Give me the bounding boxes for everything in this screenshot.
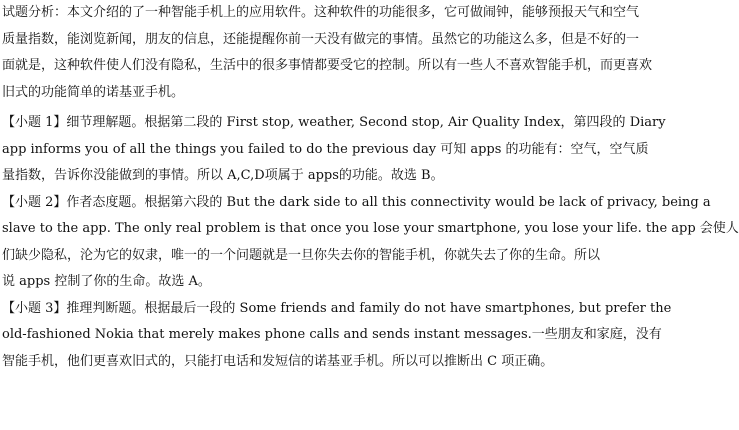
text-line: 面就是，这种软件使人们没有隐私，生活中的很多事情都要受它的控制。所以有一些人不喜欢智能手机，而更喜欢 [2,58,653,73]
analysis-paragraph [2,0,653,106]
text-line: 量指数，告诉你没能做到的事情。所以 A,C,D项属于 apps的功能。故选 B。 [2,168,444,183]
text-line: app informs you of all the things you failed to do the previous day 可知 apps 的功能有：空气，空气质 [2,141,649,157]
text-line: old-fashioned Nokia that merely makes phone calls and sends instant messages.一些朋友和家庭，没有 [2,327,662,342]
answer-explanation-document [2,0,739,375]
question-3-explanation [2,296,672,376]
text-line: 质量指数，能浏览新闻，朋友的信息，还能提醒你前一天没有做完的事情。虽然它的功能这么多，但是不好的一 [2,31,640,47]
text-line: 【小题 1】细节理解题。根据第二段的 First stop, weather, Second stop, Air Quality Index，第四段的 Diary [2,115,666,130]
question-2-explanation [2,190,739,296]
text-line: 智能手机，他们更喜欢旧式的，只能打电话和发短信的诺基亚手机。所以可以推断出 C 项正确。 [2,353,554,369]
text-line: 说 apps 控制了你的生命。故选 A。 [2,274,211,289]
text-line: 【小题 2】作者态度题。根据第六段的 But the dark side to all this connectivity would be lack of privacy, being a [2,194,711,210]
text-line: slave to the app. The only real problem is that once you lose your smartphone, you lose your life. the app 会使人 [2,221,739,236]
question-1-explanation [2,110,666,190]
text-line: 们缺少隐私，沦为它的奴隶，唯一的一个问题就是一旦你失去你的智能手机，你就失去了你的生命。所以 [2,247,601,263]
text-line: 旧式的功能简单的诺基亚手机。 [2,84,185,100]
text-line: 试题分析：本文介绍的了一种智能手机上的应用软件。这种软件的功能很多，它可做闹钟，能够预报天气和空气 [2,5,640,20]
text-line: 【小题 3】推理判断题。根据最后一段的 Some friends and family do not have smartphones, but prefer the [2,300,672,316]
